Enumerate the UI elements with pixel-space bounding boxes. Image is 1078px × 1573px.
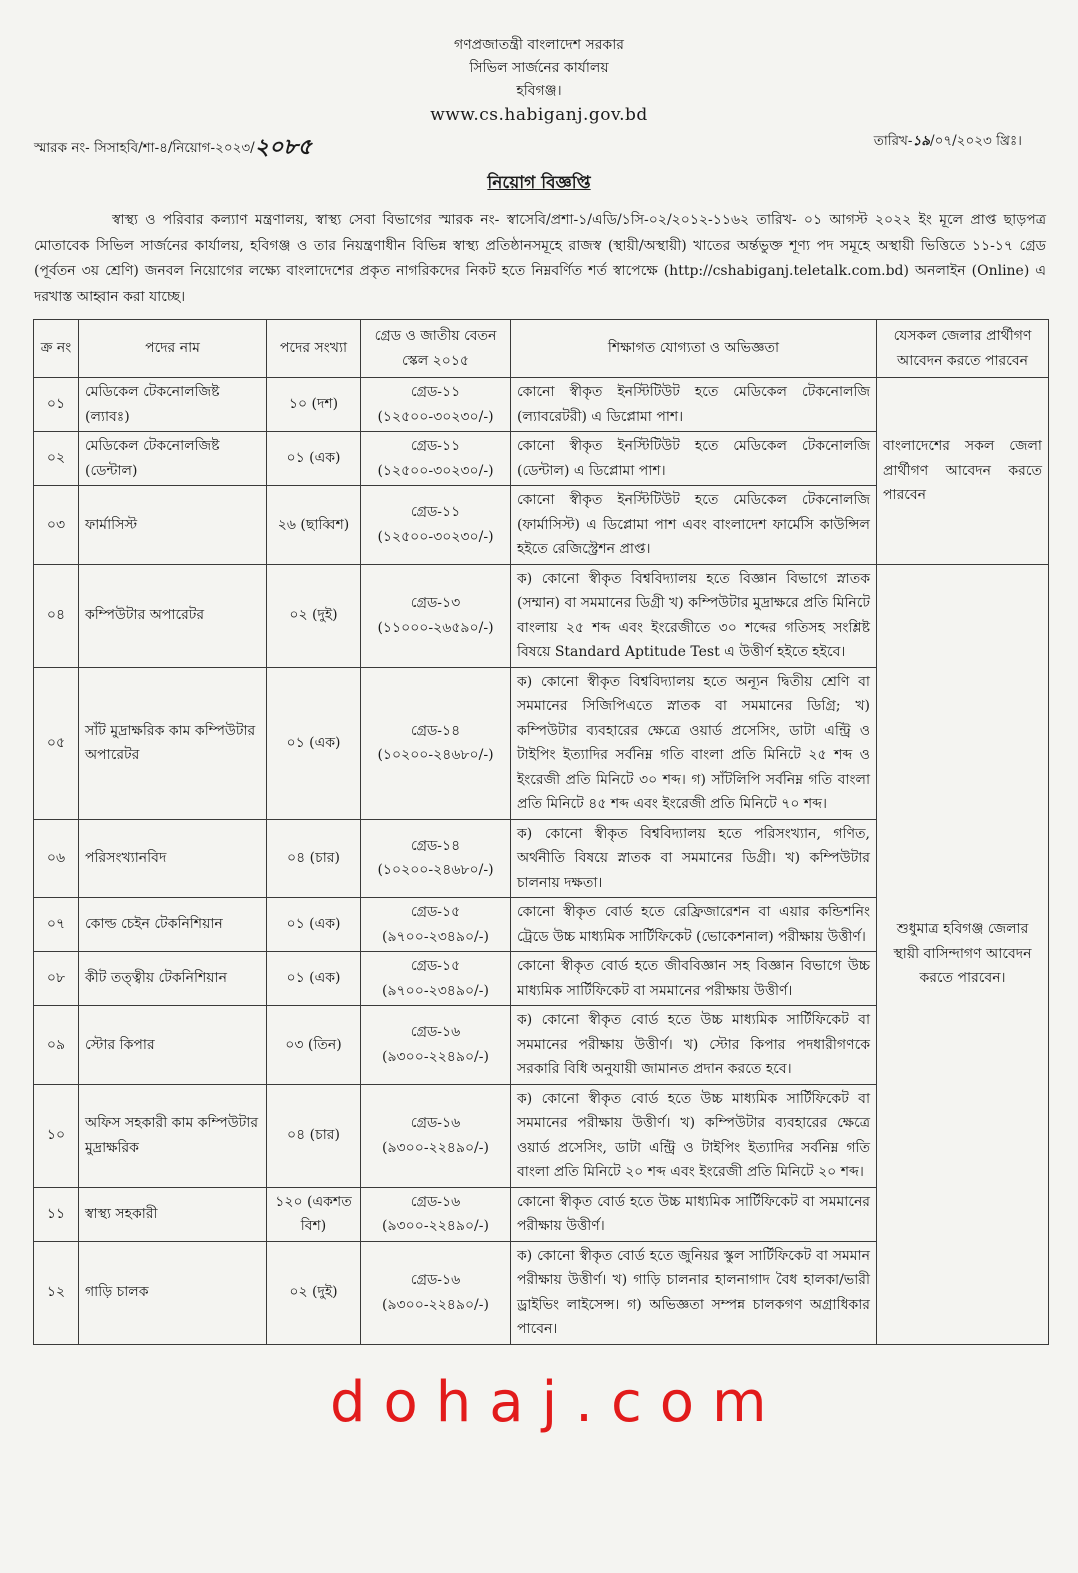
- table-row: [34, 564, 1049, 667]
- row-grade: গ্রেড-১৩: [410, 595, 461, 611]
- memo-prefix: স্মারক নং- সিসাহবি/শা-৪/নিয়োগ-২০২৩/: [34, 140, 255, 156]
- row-serial: ১০: [34, 1084, 79, 1187]
- row-post: কীট তত্ত্বীয় টেকনিশিয়ান: [79, 952, 267, 1006]
- row-count: ০১ (এক): [267, 952, 361, 1006]
- memo-line: [34, 130, 312, 167]
- row-serial: ১২: [34, 1241, 79, 1344]
- row-grade-cell: [361, 1187, 511, 1241]
- row-grade-cell: [361, 486, 511, 565]
- row-post: ফার্মাসিস্ট: [79, 486, 267, 565]
- header-district: যেসকল জেলার প্রার্থীগণ আবেদন করতে পারবেন: [877, 320, 1049, 378]
- row-grade: গ্রেড-১১: [410, 504, 461, 521]
- notice-intro: স্বাস্থ্য ও পরিবার কল্যাণ মন্ত্রণালয়, স্বাস্থ্য সেবা বিভাগের স্মারক নং- স্বাসেবি/প্রশা-১/এডি/১সি-০২/২০১২-১১৬২ তারিখ- ০১ আগস্ট ২০২২ ইং মূলে প্রাপ্ত ছাড়পত্র মোতাবেক সিভিল সার্জনের কার্যালয়, হবিগঞ্জ ও তার নিয়ন্ত্রণাধীন বিভিন্ন স্বাস্থ্য প্রতিষ্ঠানসমূহে রাজস্ব (স্থায়ী/অস্থায়ী) খাতের অর্ন্তভুক্ত শূণ্য পদ সমূহে অস্থায়ী ভিত্তিতে ১১-১৭ গ্রেড (পূর্বতন ৩য় শ্রেণি) জনবল নিয়োগের লক্ষ্যে বাংলাদেশের প্রকৃত নাগরিকদের নিকট হতে নিম্নবর্ণিত শর্ত স্বাপেক্ষে (http://cshabiganj.teletalk.com.bd) অনলাইন (Online) এ দরখাস্ত আহ্বান করা যাচ্ছে।: [34, 212, 1046, 305]
- row-count: ০২ (দুই): [267, 564, 361, 667]
- row-grade: গ্রেড-১৬: [410, 1272, 461, 1288]
- row-qualification: কোনো স্বীকৃত বোর্ড হতে উচ্চ মাধ্যমিক সার্টিফিকেট বা সমমানের পরীক্ষায় উত্তীর্ণ।: [511, 1187, 877, 1241]
- row-grade-cell: [361, 564, 511, 667]
- row-post: স্টোর কিপার: [79, 1006, 267, 1085]
- row-serial: ০৭: [34, 898, 79, 952]
- row-scale: (১২৫০০-৩০২৩০/-): [377, 462, 494, 479]
- row-qualification: কোনো স্বীকৃত ইনস্টিটিউট হতে মেডিকেল টেকনোলজি (ডেন্টাল) এ ডিপ্লোমা পাশ।: [511, 432, 877, 486]
- notice-title: নিয়োগ বিজ্ঞপ্তি: [487, 173, 591, 193]
- row-qualification: ক) কোনো স্বীকৃত বোর্ড হতে উচ্চ মাধ্যমিক সার্টিফিকেট বা সমমানের পরীক্ষায় উত্তীর্ণ। খ) কম্পিউটার ব্যবহারের ক্ষেত্রে ওয়ার্ড প্রসেসিং, ডাটা এন্ট্রি ও টাইপিং ইত্যাদির সর্বনিম্ন গতি বাংলা প্রতি মিনিটে ২০ শব্দ এবং ইংরেজী প্রতি মিনিটে ২০ শব্দ।: [511, 1084, 877, 1187]
- header-count: পদের সংখ্যা: [267, 320, 361, 378]
- office-website[interactable]: www.cs.habiganj.gov.bd: [430, 105, 648, 125]
- row-post: অফিস সহকারী কাম কম্পিউটার মুদ্রাক্ষরিক: [79, 1084, 267, 1187]
- row-grade: গ্রেড-১৫: [410, 958, 461, 974]
- row-post: স্বাস্থ্য সহকারী: [79, 1187, 267, 1241]
- row-scale: (১১০০০-২৬৫৯০/-): [377, 619, 494, 636]
- letterhead: [0, 34, 1078, 127]
- row-post: কোল্ড চেইন টেকনিশিয়ান: [79, 898, 267, 952]
- row-post: মেডিকেল টেকনোলজিষ্ট (ডেন্টাল): [79, 432, 267, 486]
- table-header-row: [34, 320, 1049, 378]
- row-serial: ০৫: [34, 667, 79, 819]
- row-serial: ০৪: [34, 564, 79, 667]
- row-scale: (৯৩০০-২২৪৯০/-): [382, 1296, 489, 1313]
- row-scale: (৯৩০০-২২৪৯০/-): [382, 1048, 489, 1065]
- district-group-all: বাংলাদেশের সকল জেলা প্রার্থীগণ আবেদন করতে পারবেন: [877, 378, 1049, 565]
- row-qualification: কোনো স্বীকৃত বোর্ড হতে রেফ্রিজারেশন বা এয়ার কন্ডিশনিং ট্রেডে উচ্চ মাধ্যমিক সার্টিফিকেট (ভোকেশনাল) পরীক্ষায় উত্তীর্ণ।: [511, 898, 877, 952]
- row-count: ২৬ (ছাব্বিশ): [267, 486, 361, 565]
- date-line: [874, 130, 1022, 153]
- row-grade: গ্রেড-১৪: [410, 837, 461, 854]
- header-qualification: শিক্ষাগত যোগ্যতা ও অভিজ্ঞতা: [511, 320, 877, 378]
- row-scale: (১২৫০০-৩০২৩০/-): [377, 528, 494, 545]
- row-qualification: ক) কোনো স্বীকৃত বিশ্ববিদ্যালয় হতে অন্যূন দ্বিতীয় শ্রেণি বা সমমানের সিজিপিএতে স্নাতক বা সমমানের ডিগ্রি; খ) কম্পিউটার ব্যবহারের ক্ষেত্রে ওয়ার্ড প্রসেসিং, ডাটা এন্ট্রি ও টাইপিং ইত্যাদির সর্বনিম্ন গতি বাংলা প্রতি মিনিটে ২৫ শব্দ ও ইংরেজী প্রতি মিনিটে ৩০ শব্দ। গ) সাঁটলিপি সর্বনিম্ন গতি বাংলা প্রতি মিনিটে ৪৫ শব্দ এবং ইংরেজী প্রতি মিনিটে ৭০ শব্দ।: [511, 667, 877, 819]
- row-grade-cell: [361, 378, 511, 432]
- row-grade: গ্রেড-১৬: [410, 1115, 461, 1131]
- row-qualification: কোনো স্বীকৃত ইনস্টিটিউট হতে মেডিকেল টেকনোলজি (ল্যাবরেটরী) এ ডিপ্লোমা পাশ।: [511, 378, 877, 432]
- row-count: ০১ (এক): [267, 667, 361, 819]
- row-serial: ০২: [34, 432, 79, 486]
- row-qualification: কোনো স্বীকৃত ইনস্টিটিউট হতে মেডিকেল টেকনোলজি (ফার্মাসিস্ট) এ ডিপ্লোমা পাশ এবং বাংলাদেশ ফার্মেসি কাউন্সিল হইতে রেজিস্ট্রেশন প্রাপ্ত।: [511, 486, 877, 565]
- row-serial: ০৯: [34, 1006, 79, 1085]
- date-rest: /০৭/২০২৩ খ্রিঃ।: [930, 133, 1022, 149]
- row-count: ০৪ (চার): [267, 1084, 361, 1187]
- row-qualification: ক) কোনো স্বীকৃত বোর্ড হতে উচ্চ মাধ্যমিক সার্টিফিকেট বা সমমানের পরীক্ষায় উত্তীর্ণ। খ) স্টোর কিপার পদধারীগণকে সরকারি বিধি অনুযায়ী জামানত প্রদান করতে হবে।: [511, 1006, 877, 1085]
- date-day: ১৯: [912, 133, 931, 149]
- row-scale: (৯৩০০-২২৪৯০/-): [382, 1139, 489, 1156]
- row-grade: গ্রেড-১৬: [410, 1024, 461, 1041]
- header-post: পদের নাম: [79, 320, 267, 378]
- row-count: ১২০ (একশত বিশ): [267, 1187, 361, 1241]
- row-grade: গ্রেড-১১: [410, 384, 461, 400]
- row-post: পরিসংখ্যানবিদ: [79, 819, 267, 898]
- row-scale: (১০২০০-২৪৬৮০/-): [377, 747, 494, 763]
- row-qualification: ক) কোনো স্বীকৃত বিশ্ববিদ্যালয় হতে পরিসংখ্যান, গণিত, অর্থনীতি বিষয়ে স্নাতক বা সমমানের ডিগ্রী। খ) কম্পিউটার চালনায় দক্ষতা।: [511, 819, 877, 898]
- table-row: [34, 378, 1049, 432]
- row-serial: ০১: [34, 378, 79, 432]
- row-grade-cell: [361, 667, 511, 819]
- row-serial: ০৮: [34, 952, 79, 1006]
- row-grade-cell: [361, 1006, 511, 1085]
- row-serial: ১১: [34, 1187, 79, 1241]
- row-grade-cell: [361, 898, 511, 952]
- row-post: কম্পিউটার অপারেটর: [79, 564, 267, 667]
- watermark-text: dohaj.com: [330, 1370, 785, 1435]
- row-post: মেডিকেল টেকনোলজিষ্ট (ল্যাবঃ): [79, 378, 267, 432]
- row-scale: (৯৭০০-২৩৪৯০/-): [382, 982, 489, 999]
- header-grade: গ্রেড ও জাতীয় বেতন স্কেল ২০১৫: [361, 320, 511, 378]
- row-count: ০১ (এক): [267, 432, 361, 486]
- date-prefix: তারিখ-: [873, 133, 913, 149]
- row-post: গাড়ি চালক: [79, 1241, 267, 1344]
- row-grade-cell: [361, 819, 511, 898]
- row-grade-cell: [361, 1241, 511, 1344]
- row-count: ০২ (দুই): [267, 1241, 361, 1344]
- header-serial: ক্র নং: [34, 320, 79, 378]
- memo-number: ২০৮৫: [254, 135, 312, 160]
- row-count: ০৪ (চার): [267, 819, 361, 898]
- office-location: হবিগঞ্জ।: [516, 83, 562, 99]
- row-serial: ০৩: [34, 486, 79, 565]
- government-name: গণপ্রজাতন্ত্রী বাংলাদেশ সরকার: [454, 37, 624, 53]
- row-qualification: ক) কোনো স্বীকৃত বোর্ড হতে জুনিয়র স্কুল সার্টিফিকেট বা সমমান পরীক্ষায় উত্তীর্ণ। খ) গাড়ি চালনার হালনাগাদ বৈধ হালকা/ভারী ড্রাইভিং লাইসেন্স। গ) অভিজ্ঞতা সম্পন্ন চালকগণ অগ্রাধিকার পাবেন।: [511, 1241, 877, 1344]
- row-grade-cell: [361, 952, 511, 1006]
- row-post: সাঁট মুদ্রাক্ষরিক কাম কম্পিউটার অপারেটর: [79, 667, 267, 819]
- district-group-habiganj: শুধুমাত্র হবিগঞ্জ জেলার স্থায়ী বাসিন্দাগণ আবেদন করতে পারবেন।: [877, 564, 1049, 1344]
- row-count: ১০ (দশ): [267, 378, 361, 432]
- row-qualification: ক) কোনো স্বীকৃত বিশ্ববিদ্যালয় হতে বিজ্ঞান বিভাগে স্নাতক (সম্মান) বা সমমানের ডিগ্রী খ) কম্পিউটার মুদ্রাক্ষরে প্রতি মিনিটে বাংলায় ২৫ শব্দ এবং ইংরেজীতে ৩০ শব্দের গতিসহ সংশ্লিষ্ট বিষয়ে Standard Aptitude Test এ উত্তীর্ণ হইতে হইবে।: [511, 564, 877, 667]
- row-grade-cell: [361, 1084, 511, 1187]
- notice-title-wrap: [0, 170, 1078, 198]
- row-qualification: কোনো স্বীকৃত বোর্ড হতে জীববিজ্ঞান সহ বিজ্ঞান বিভাগে উচ্চ মাধ্যমিক সার্টিফিকেট বা সমমানের পরীক্ষায় উত্তীর্ণ।: [511, 952, 877, 1006]
- vacancy-table: [33, 319, 1049, 1345]
- row-count: ০১ (এক): [267, 898, 361, 952]
- row-grade: গ্রেড-১৪: [410, 722, 461, 739]
- row-serial: ০৬: [34, 819, 79, 898]
- row-scale: (১২৫০০-৩০২৩০/-): [377, 408, 494, 425]
- row-grade: গ্রেড-১৫: [410, 904, 461, 920]
- row-grade: গ্রেড-১৬: [410, 1193, 461, 1210]
- row-grade: গ্রেড-১১: [410, 438, 461, 454]
- row-grade-cell: [361, 432, 511, 486]
- row-scale: (৯৩০০-২২৪৯০/-): [382, 1218, 489, 1234]
- row-count: ০৩ (তিন): [267, 1006, 361, 1085]
- office-name: সিভিল সার্জনের কার্যালয়: [469, 60, 609, 76]
- row-scale: (৯৭০০-২৩৪৯০/-): [382, 928, 489, 945]
- row-scale: (১০২০০-২৪৬৮০/-): [377, 862, 494, 879]
